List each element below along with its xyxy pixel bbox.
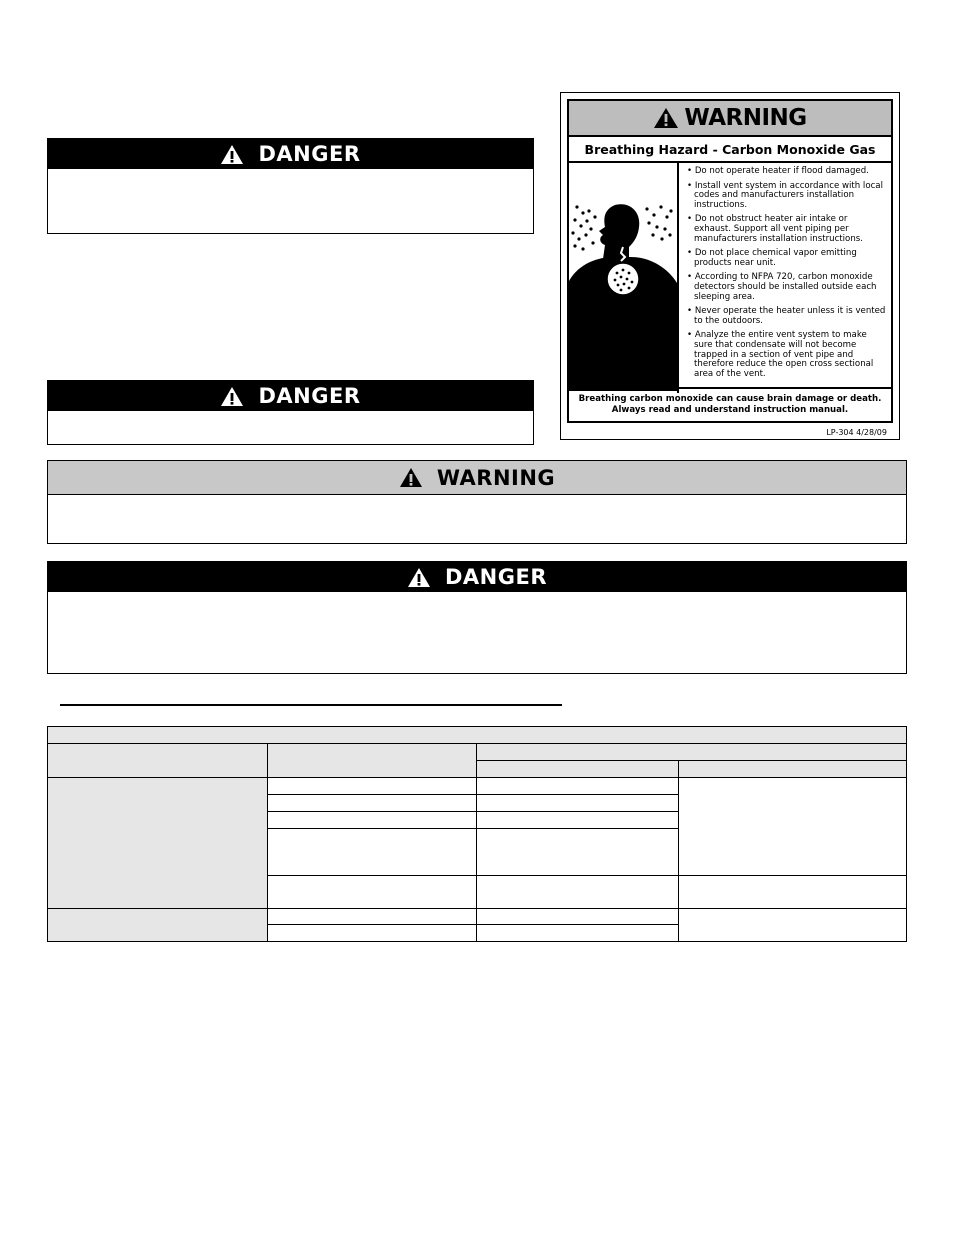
- co-warning-label-image: [560, 92, 900, 440]
- table-header-cell: [477, 744, 906, 761]
- table-cell: [268, 925, 477, 941]
- warning-triangle-icon: [220, 144, 244, 165]
- warning-notice: [47, 460, 907, 544]
- vent-table: [47, 726, 907, 942]
- poster-list-item: • According to NFPA 720, carbon monoxide detectors should be installed outside each sleeping area.: [687, 273, 887, 302]
- poster-list-item: • Do not operate heater if flood damaged.: [687, 167, 887, 177]
- person-breathing-icon: [569, 163, 679, 393]
- table-cell: [477, 876, 679, 909]
- warning-banner: [48, 461, 906, 495]
- poster-footer: Breathing carbon monoxide can cause brain damage or death. Always read and understand instruction manual.: [569, 387, 891, 421]
- table-cell: [268, 778, 477, 795]
- table-cell: [679, 876, 906, 909]
- danger-label: DANGER: [258, 142, 361, 166]
- table-header-cell: [268, 744, 477, 778]
- table-group-cell: [48, 909, 268, 941]
- poster-subtitle: Breathing Hazard - Carbon Monoxide Gas: [569, 137, 891, 163]
- danger-banner: [48, 562, 906, 592]
- danger-notice-1: [47, 138, 534, 234]
- table-cell: [477, 909, 679, 925]
- poster-list-item: • Never operate the heater unless it is vented to the outdoors.: [687, 307, 887, 326]
- danger-label: DANGER: [258, 384, 361, 408]
- danger-notice-3: [47, 561, 907, 674]
- table-cell: [268, 829, 477, 876]
- poster-list-item: • Analyze the entire vent system to make sure that condensate will not become trapped in a section of vent pipe and therefore reduce the open cross sectional area of the vent.: [687, 331, 887, 379]
- poster-list-item: • Install vent system in accordance with local codes and manufacturers installation instructions.: [687, 182, 887, 211]
- poster-list-item: • Do not obstruct heater air intake or exhaust. Support all vent piping per manufacturers installation instructions.: [687, 215, 887, 244]
- table-header-cell: [477, 761, 679, 778]
- table-cell: [679, 778, 906, 876]
- table-header-cell: [48, 744, 268, 778]
- warning-triangle-icon: [653, 107, 679, 129]
- warning-triangle-icon: [407, 567, 431, 588]
- poster-code: LP-304 4/28/09: [826, 428, 887, 437]
- danger-banner: [48, 381, 533, 411]
- warning-triangle-icon: [399, 467, 423, 488]
- section-heading-underline: [60, 704, 562, 706]
- table-cell: [268, 795, 477, 812]
- warning-label: WARNING: [436, 465, 556, 490]
- table-cell: [477, 925, 679, 941]
- table-cell: [268, 812, 477, 829]
- table-cell: [477, 778, 679, 795]
- table-cell: [477, 795, 679, 812]
- poster-title: WARNING: [569, 101, 891, 137]
- poster-list: [679, 163, 891, 393]
- danger-label: DANGER: [444, 565, 547, 589]
- table-cell: [268, 909, 477, 925]
- table-cell: [477, 812, 679, 829]
- danger-notice-2: [47, 380, 534, 445]
- table-group-cell: [48, 778, 268, 909]
- table-cell: [477, 829, 679, 876]
- poster-list-item: • Do not place chemical vapor emitting products near unit.: [687, 249, 887, 268]
- danger-banner: [48, 139, 533, 169]
- warning-triangle-icon: [220, 386, 244, 407]
- table-header-cell: [679, 761, 906, 778]
- table-cell: [268, 876, 477, 909]
- table-title-row: [48, 727, 906, 744]
- table-cell: [679, 909, 906, 941]
